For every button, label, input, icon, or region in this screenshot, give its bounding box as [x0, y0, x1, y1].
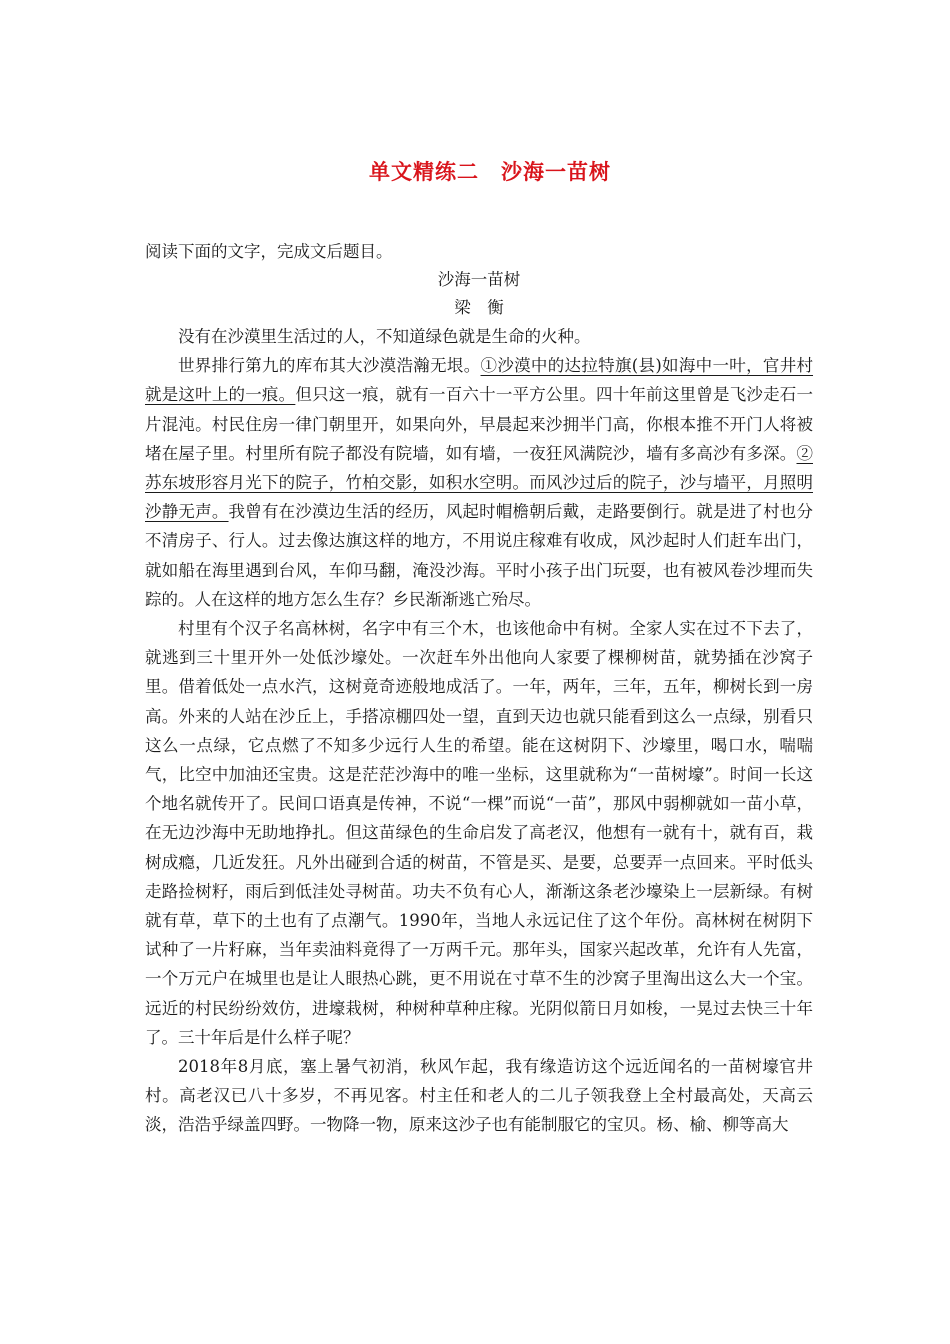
paragraph-2: [145, 351, 813, 614]
paragraph-1: 没有在沙漠里生活过的人，不知道绿色就是生命的火种。: [178, 327, 591, 346]
paragraph-2-text-b: 但只这一痕，就有一百六十一平方公里。四十年前这里曾是飞沙走石一片混沌。村民住房一律门朝里开，如果向外，早晨起来沙拥半门高，你根本推不开门人将被堵在屋子里。村里所有院子都没有院墙，如有墙，一夜狂风满院沙，墙有多高沙有多深。: [145, 385, 814, 463]
underlined-sentence-1: ①沙漠中的达拉特旗(县)如海中一叶，官井村就是这叶上的一痕。: [145, 356, 814, 405]
document-page: [145, 152, 813, 1140]
article-title: 沙海一苗树: [437, 270, 521, 289]
paragraph-2-text-a: 世界排行第九的库布其大沙漠浩瀚无垠。: [178, 356, 481, 376]
paragraph-3: 村里有个汉子名高林树，名字中有三个木，也该他命中有树。全家人实在过不下去了，就逃到三十里开外一处低沙壕处。一次赶车外出他向人家要了棵柳树苗，就势插在沙窝子里。借着低处一点水汽，这树竟奇迹般地成活了。一年，两年，三年，五年，柳树长到一房高。外来的人站在沙丘上，手搭凉棚四处一望，直到天边也就只能看到这么一点绿，别看只这么一点绿，它点燃了不知多少远行人生的希望。能在这树阴下、沙壕里，喝口水，喘喘气，比空中加油还宝贵。这是茫茫沙海中的唯一坐标，这里就称为“一苗树壕”。时间一长这个地名就传开了。民间口语真是传神，不说“一棵”而说“一苗”，那风中弱柳就如一苗小草，在无边沙海中无助地挣扎。但这苗绿色的生命启发了高老汉，他想有一就有十，就有百，栽树成瘾，几近发狂。凡外出碰到合适的树苗，不管是买、是要，总要弄一点回来。平时低头走路捡树籽，雨后到低洼处寻树苗。功夫不负有心人，渐渐这条老沙壕染上一层新绿。有树就有草，草下的土也有了点潮气。1990年，当地人永远记住了这个年份。高林树在树阴下试种了一片籽麻，当年卖油料竟得了一万两千元。那年头，国家兴起改革，允许有人先富，一个万元户在城里也是让人眼热心跳，更不用说在寸草不生的沙窝子里淘出这么大一个宝。远近的村民纷纷效仿，进壕栽树，种树种草种庄稼。光阴似箭日月如梭，一晃过去快三十年了。三十年后是什么样子呢？: [145, 619, 813, 1047]
paragraph-4: 2018年8月底，塞上暑气初消，秋风乍起，我有缘造访这个远近闻名的一苗树壕官井村。高老汉已八十多岁，不再见客。村主任和老人的二儿子领我登上全村最高处，天高云淡，浩浩乎绿盖四野。一物降一物，原来这沙子也有能制服它的宝贝。杨、榆、柳等高大: [145, 1057, 813, 1135]
article-author: 梁 衡: [454, 298, 504, 317]
reading-instruction: 阅读下面的文字，完成文后题目。: [145, 242, 393, 261]
underlined-sentence-2: ②苏东坡形容月光下的院子，竹柏交影，如积水空明。而风沙过后的院子，沙与墙平，月照明沙静无声。: [145, 443, 813, 522]
document-title: 单文精练二 沙海一苗树: [369, 159, 611, 184]
paragraph-2-text-c: 我曾有在沙漠边生活的经历，风起时帽檐朝后戴，走路要倒行。就是进了村也分不清房子、行人。过去像达旗这样的地方，不用说庄稼难有收成，风沙起时人们赶车出门，就如船在海里遇到台风，车仰马翻，淹没沙海。平时小孩子出门玩耍，也有被风卷沙埋而失踪的。人在这样的地方怎么生存？乡民渐渐逃亡殆尽。: [145, 502, 814, 609]
